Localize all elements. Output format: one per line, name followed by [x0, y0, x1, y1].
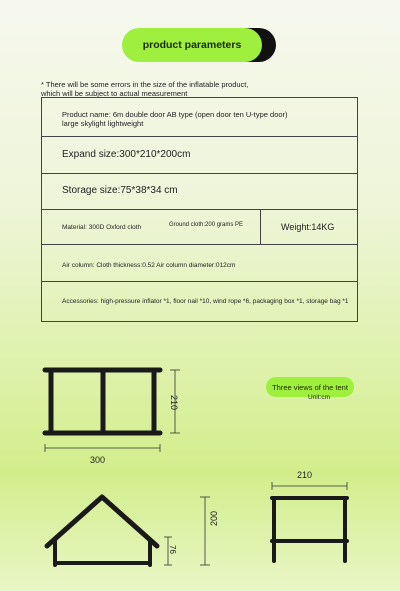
storage-size: Storage size:75*38*34 cm — [62, 185, 178, 196]
material: Material: 300D Oxford cloth — [62, 224, 142, 231]
unit-label: Unit:cm — [308, 394, 331, 401]
product-name-line-1: Product name: 6m double door AB type (open door ten U-type door) — [62, 110, 288, 119]
top-width-dimension — [272, 482, 347, 490]
side-view-drawing — [47, 497, 157, 565]
three-views-label: Three views of the tent — [266, 377, 354, 397]
expand-size: Expand size:300*210*200cm — [62, 149, 191, 160]
note-line-1: * There will be some errors in the size of the inflatable product, — [41, 80, 249, 89]
side-wall-label: 76 — [168, 545, 177, 554]
ground-cloth: Ground cloth:200 grams PE — [169, 222, 244, 228]
note-line-2: which will be subject to actual measurement — [41, 89, 188, 98]
top-view-drawing — [272, 498, 347, 561]
top-width-label: 210 — [297, 470, 313, 480]
front-width-label: 300 — [90, 455, 106, 465]
front-height-label: 210 — [169, 395, 179, 411]
weight: Weight:14KG — [281, 222, 335, 232]
air-column: Air column: Cloth thickness:0.52 Air column diameter:012cm — [62, 262, 236, 269]
side-height-dimension — [200, 497, 210, 565]
product-name-line-2: large skylight lightweight — [62, 119, 144, 128]
accessories: Accessories: high-pressure inflator *1, floor nail *10, wind rope *6, packaging box *1, storage bag *1 — [62, 298, 349, 305]
side-height-label: 200 — [209, 510, 219, 526]
front-width-dimension — [45, 444, 160, 452]
page-title: product parameters — [122, 28, 262, 62]
front-view-drawing — [45, 370, 160, 433]
